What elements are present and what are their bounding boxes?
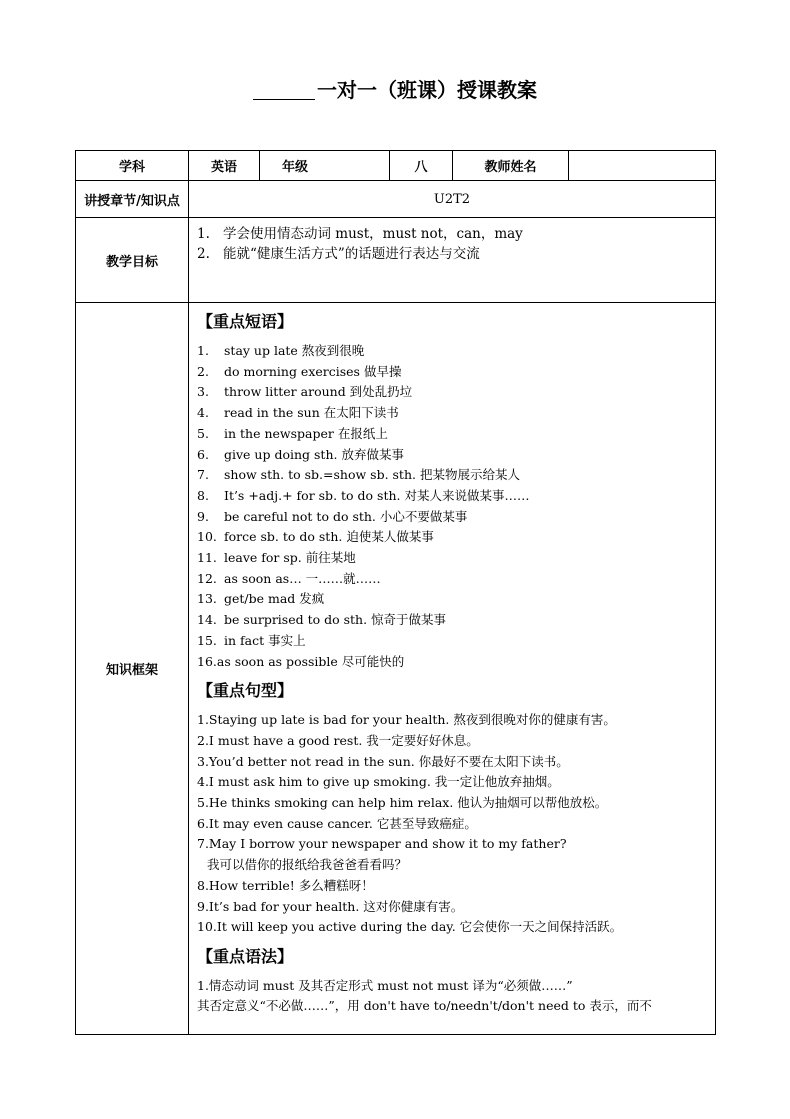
phrase-number: 12. xyxy=(197,570,217,586)
grammar-list xyxy=(197,976,715,1017)
framework-cell xyxy=(189,303,716,1035)
phrase-number: 3. xyxy=(197,384,209,400)
grammar-line: 1.情态动词 must 及其否定形式 must not must 译为“必须做……” xyxy=(197,977,573,993)
sentence-item: 8.How terrible! 多么糟糕呀！ xyxy=(197,877,374,893)
sentence-item: 我可以借你的报纸给我爸爸看看吗？ xyxy=(207,857,408,873)
phrase-item xyxy=(197,610,715,631)
chapter-row xyxy=(76,181,716,218)
sentence-item: 3.You’d better not read in the sun. 你最好不要在太阳下读书。 xyxy=(197,753,569,769)
phrase-item xyxy=(197,424,715,445)
phrase-item xyxy=(197,382,715,403)
phrase-text: stay up late 熬夜到很晚 xyxy=(224,343,365,358)
phrase-text: as soon as… 一……就…… xyxy=(224,570,381,586)
phrase-number: 13. xyxy=(197,591,217,607)
phrase-text: It’s +adj.+ for sb. to do sth. 对某人来说做某事…… xyxy=(224,487,530,503)
phrase-text: get/be mad 发疯 xyxy=(224,591,325,607)
phrase-item xyxy=(197,403,715,424)
phrase-text: be surprised to do sth. 惊奇于做某事 xyxy=(224,612,447,628)
phrase-item xyxy=(197,465,715,486)
sentence-item: 6.It may even cause cancer. 它甚至导致癌症。 xyxy=(197,815,477,831)
phrase-text: be careful not to do sth. 小心不要做某事 xyxy=(224,508,468,524)
sentences-heading: 【重点句型】 xyxy=(197,681,294,701)
phrase-text: in fact 事实上 xyxy=(224,632,306,648)
sentences-list xyxy=(197,710,715,938)
phrase-text: force sb. to do sth. 迫使某人做某事 xyxy=(224,529,434,545)
phrase-number: 4. xyxy=(197,405,209,421)
framework-row xyxy=(76,303,716,1035)
goals-label: 教学目标 xyxy=(76,218,189,303)
grammar-heading: 【重点语法】 xyxy=(197,946,294,966)
phrases-heading: 【重点短语】 xyxy=(197,312,294,331)
phrase-item xyxy=(197,569,715,590)
grade-value: 八 xyxy=(390,151,453,181)
framework-label: 知识框架 xyxy=(76,303,189,1035)
phrase-number: 1. xyxy=(197,343,209,358)
phrase-number: 14. xyxy=(197,612,217,628)
phrase-text: throw litter around 到处乱扔垃 xyxy=(224,384,413,400)
phrase-item xyxy=(197,445,715,466)
page-title: 一对一（班课）授课教案 xyxy=(0,74,790,103)
sentence-item: 5.He thinks smoking can help him relax. 他认为抽烟可以帮他放松。 xyxy=(197,795,608,811)
phrase-number: 15. xyxy=(197,632,217,648)
grammar-line: 其否定意义“不必做……”，用 don't have to/needn't/don't need to 表示，而不 xyxy=(197,998,652,1014)
phrase-text: read in the sun 在太阳下读书 xyxy=(224,405,399,421)
goals-row xyxy=(76,218,716,303)
goals-cell xyxy=(189,218,716,303)
lesson-plan-table xyxy=(75,150,716,1035)
phrase-number: 6. xyxy=(197,446,209,462)
goal-item: 2. 能就“健康生活方式”的话题进行表达与交流 xyxy=(197,246,480,262)
subject-label: 学科 xyxy=(76,151,189,181)
teacher-value xyxy=(569,151,716,181)
sentence-item: 1.Staying up late is bad for your health. 熬夜到很晚对你的健康有害。 xyxy=(197,712,616,728)
phrase-number: 8. xyxy=(197,487,209,503)
grade-label: 年级 xyxy=(260,151,390,181)
phrase-text: in the newspaper 在报纸上 xyxy=(224,425,388,441)
goal-item: 1. 学会使用情态动词 must，must not，can，may xyxy=(197,226,523,242)
framework-content xyxy=(189,303,715,1034)
phrase-item xyxy=(197,362,715,383)
phrase-text: do morning exercises 做早操 xyxy=(224,363,402,379)
phrase-item xyxy=(197,631,715,652)
phrase-text: as soon as possible 尽可能快的 xyxy=(216,653,405,669)
goals-list xyxy=(189,218,715,264)
sentence-item: 10.It will keep you active during the day. 它会使你一天之间保持活跃。 xyxy=(197,919,623,935)
sentence-item: 9.It’s bad for your health. 这对你健康有害。 xyxy=(197,898,464,914)
teacher-label: 教师姓名 xyxy=(453,151,569,181)
name-blank xyxy=(253,79,315,100)
phrases-list xyxy=(197,341,715,672)
phrase-item xyxy=(197,548,715,569)
header-row xyxy=(76,151,716,181)
phrase-number: 2. xyxy=(197,363,209,379)
phrase-number: 11. xyxy=(197,550,217,566)
sentence-item: 2.I must have a good rest. 我一定要好好休息。 xyxy=(197,732,479,748)
phrase-item xyxy=(197,589,715,610)
phrase-text: give up doing sth. 放弃做某事 xyxy=(224,446,404,462)
phrase-item xyxy=(197,486,715,507)
chapter-label: 讲授章节/知识点 xyxy=(76,181,189,218)
sentence-item: 4.I must ask him to give up smoking. 我一定让他放弃抽烟。 xyxy=(197,774,560,790)
subject-value: 英语 xyxy=(189,151,260,181)
phrase-item xyxy=(197,507,715,528)
phrase-number: 5. xyxy=(197,425,209,441)
phrase-item xyxy=(197,341,715,362)
phrase-number: 7. xyxy=(197,467,209,483)
phrase-item xyxy=(197,527,715,548)
phrase-number: 16. xyxy=(197,653,217,669)
chapter-value: U2T2 xyxy=(189,181,716,218)
sentence-item: 7.May I borrow your newspaper and show it to my father? xyxy=(197,836,567,852)
phrase-item xyxy=(197,652,715,673)
phrase-text: leave for sp. 前往某地 xyxy=(224,550,356,566)
phrase-text: show sth. to sb.=show sb. sth. 把某物展示给某人 xyxy=(224,467,520,483)
phrase-number: 9. xyxy=(197,508,209,524)
phrase-number: 10. xyxy=(197,529,217,545)
